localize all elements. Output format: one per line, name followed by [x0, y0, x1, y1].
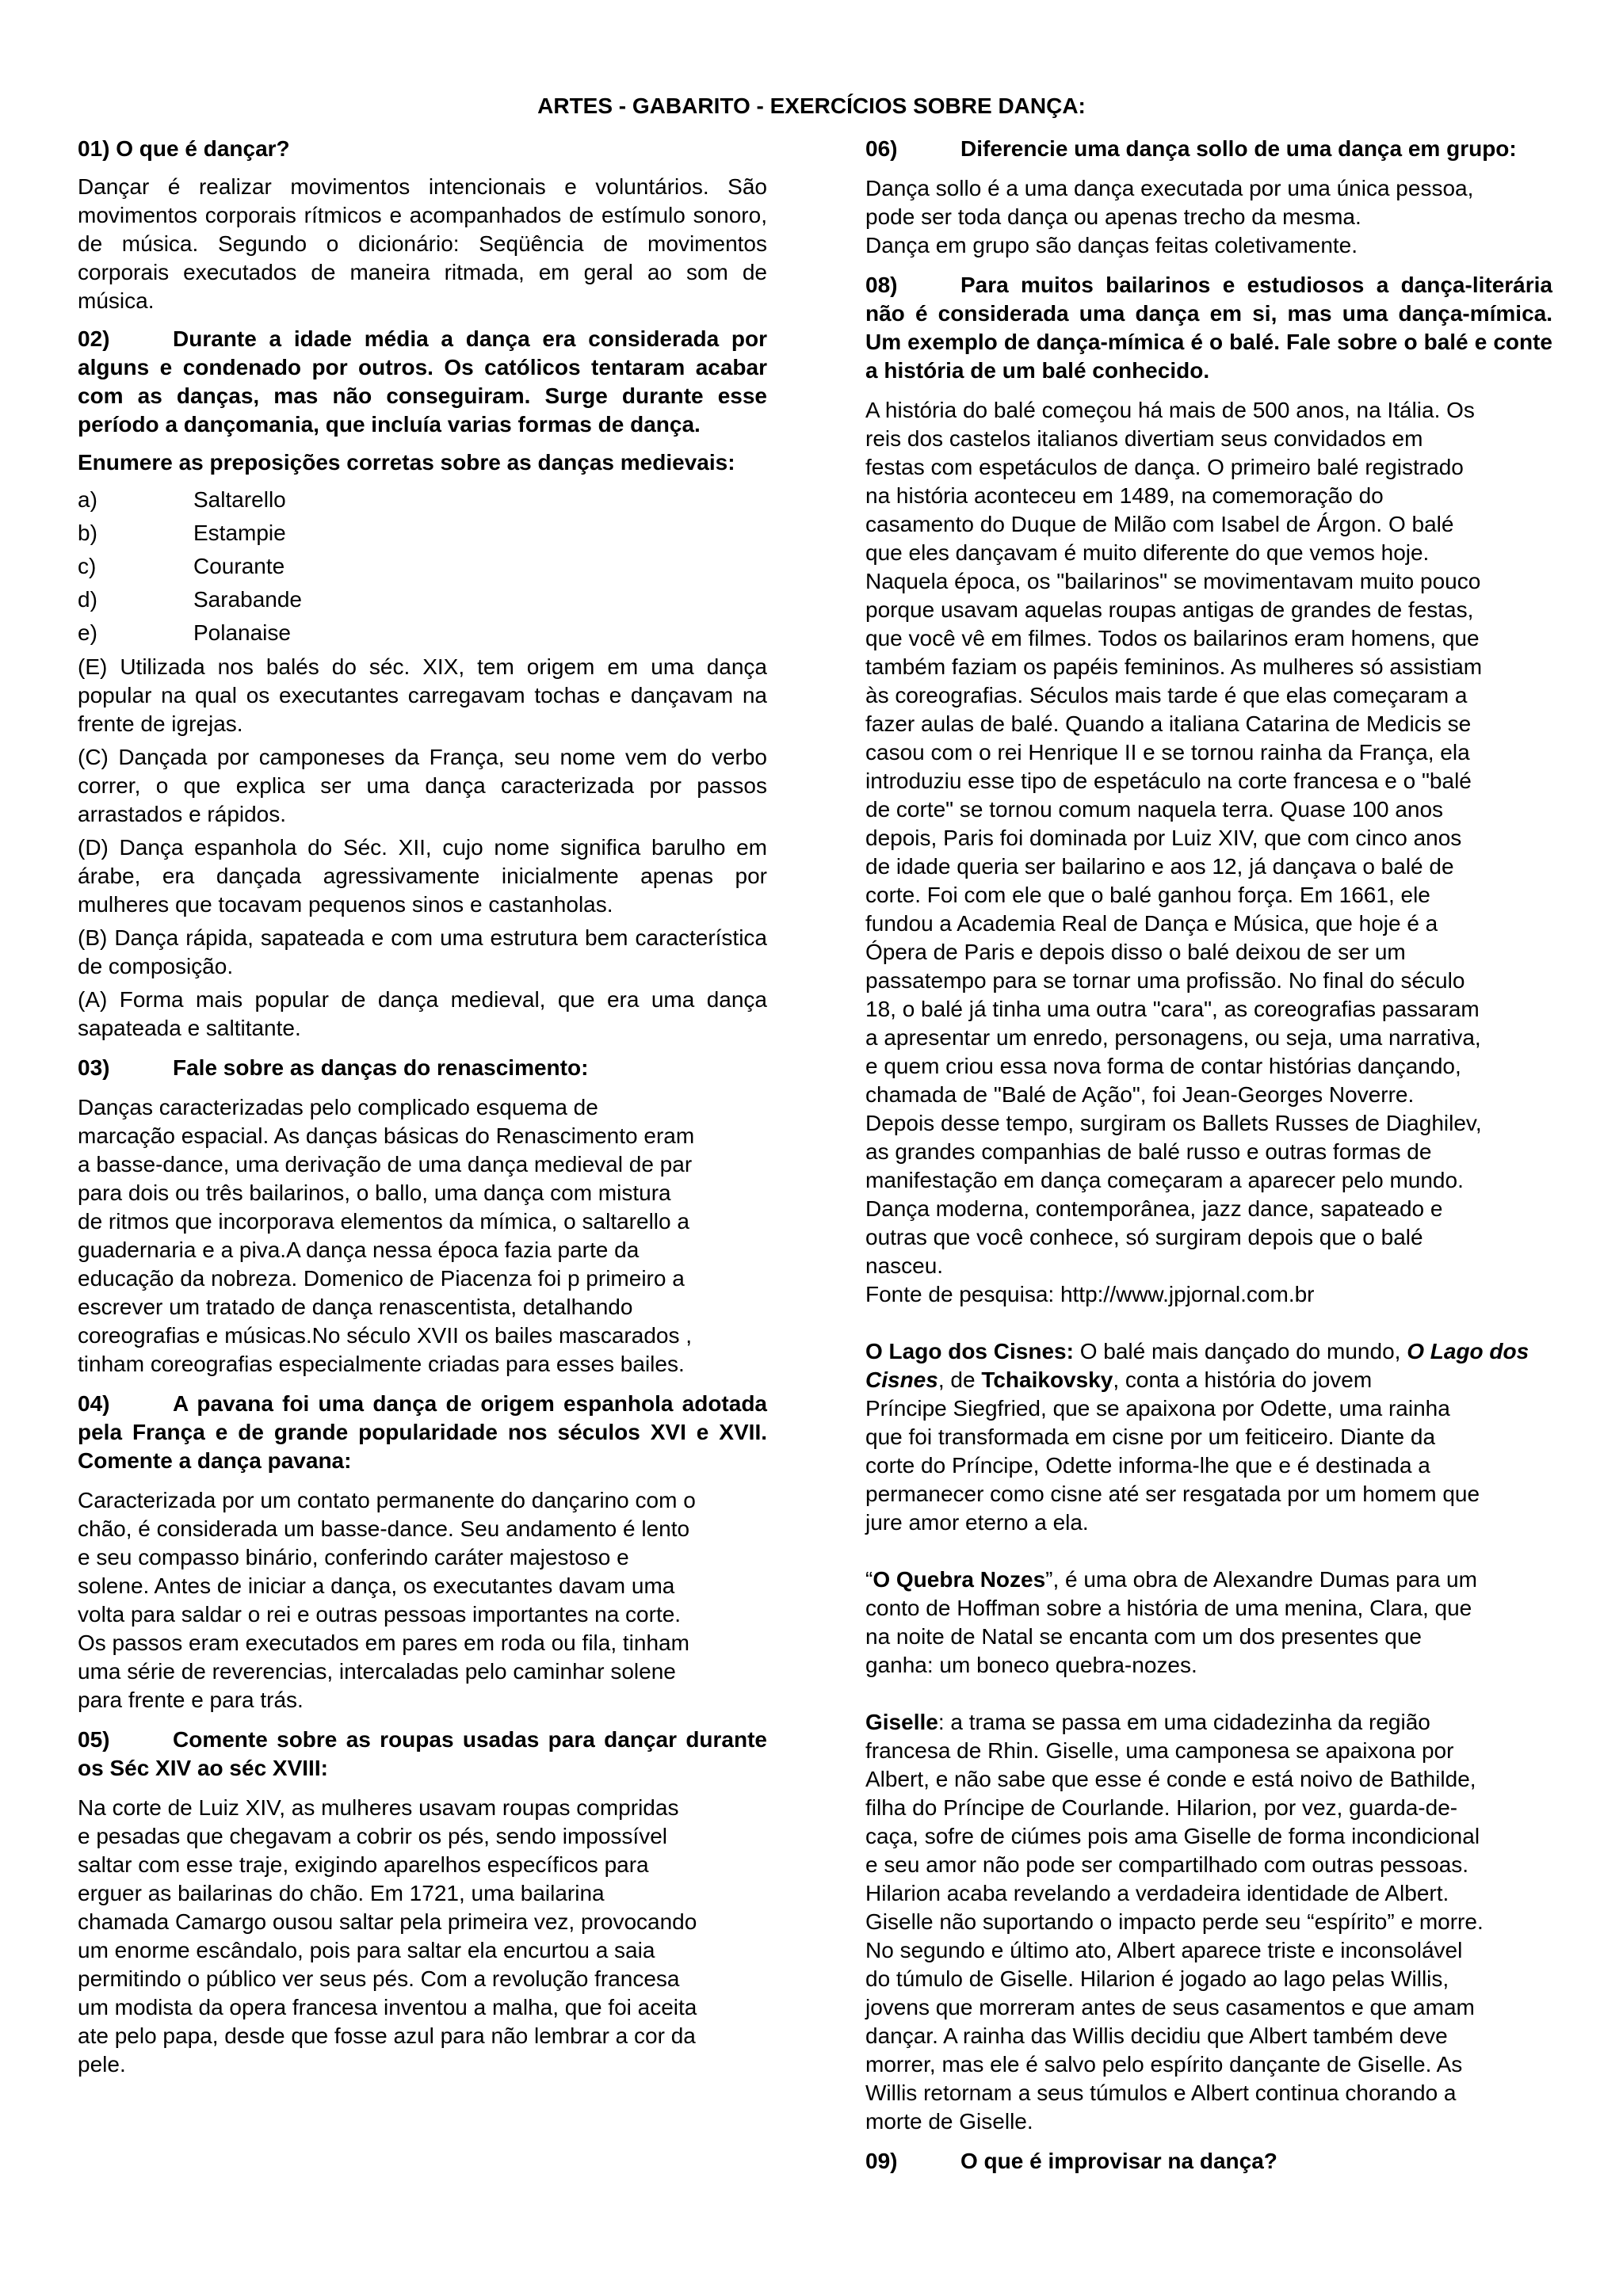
ballet-giselle [865, 1708, 1552, 2136]
answer-02-a: (A) Forma mais popular de dança medieval, que era uma dança sapateada e saltitante. [78, 987, 767, 1040]
question-04 [78, 1390, 767, 1475]
option-b [78, 517, 767, 550]
option-e [78, 616, 767, 650]
question-04-number: 04) [78, 1391, 110, 1416]
question-02-number: 02) [78, 326, 110, 351]
ballet-quebra-text: ”, é uma obra de Alexandre Dumas para um conto de Hoffman sobre a história de uma menina, Clara, que na noite de Natal se encanta com um dos presentes que ganha: um boneco quebra-nozes. [865, 1567, 1477, 1677]
answer-03: Danças caracterizadas pelo complicado esquema de marcação espacial. As danças básicas do Renascimento eram a basse-dance, uma derivação de uma dança medieval de par para dois ou três bailarinos, o ballo, uma dança com mistura de ritmos que incorporava elementos da mímica, o saltarello a guadernaria e a piva.A dança nessa época fazia parte da educação da nobreza. Domenico de Piacenza foi p primeiro a escrever um tratado de dança renascentista, detalhando coreografias e músicas.No século XVII os bailes mascarados , tinham coreografias especialmente criadas para esses bailes. [78, 1095, 695, 1376]
answer-01: Dançar é realizar movimentos intencionais e voluntários. São movimentos corporais rítmicos e acompanhados de estímulo sonoro, de música. Segundo o dicionário: Seqüência de movimentos corporais executados de maneira ritmada, em geral ao som de música. [78, 174, 767, 313]
option-key: a) [78, 487, 97, 512]
answer-06: Dança sollo é a uma dança executada por uma única pessoa, pode ser toda dança ou apenas trecho da mesma. Dança em grupo são danças feitas coletivamente. [865, 176, 1474, 257]
left-column [78, 135, 767, 2079]
options-list [78, 483, 767, 650]
answer-05: Na corte de Luiz XIV, as mulheres usavam roupas compridas e pesadas que chegavam a cobrir os pés, sendo impossível saltar com esse traje, exigindo aparelhos específicos para erguer as bailarinas do chão. Em 1721, uma bailarina chamada Camargo ousou saltar pela primeira vez, provocando um enorme escândalo, pois para saltar ela encurtou a saia permitindo o público ver seus pés. Com a revolução francesa um modista da opera francesa inventou a malha, que foi aceita ate pelo papa, desde que fosse azul para não lembrar a cor da pele. [78, 1795, 697, 2077]
ballet-giselle-label: Giselle [865, 1710, 938, 1734]
answer-08: A história do balé começou há mais de 500 anos, na Itália. Os reis dos castelos italianos divertiam seus convidados em festas com espetáculos de dança. O primeiro balé registrado na história aconteceu em 1489, na comemoração do casamento do Duque de Milão com Isabel de Árgon. O balé que eles dançavam é muito diferente do que vemos hoje. Naquela época, os "bailarinos" se movimentavam muito pouco porque usavam aquelas roupas antigas de grandes de festas, que você vê em filmes. Todos os bailarinos eram homens, que também faziam os papéis femininos. As mulheres só assistiam às coreografias. Séculos mais tarde é que elas começaram a fazer aulas de balé. Quando a italiana Catarina de Medicis se casou com o rei Henrique II e se tornou rainha da França, ela introduziu esse tipo de espetáculo na corte francesa e o "balé de corte" se tornou comum naquela terra. Quase 100 anos depois, Paris foi dominada por Luiz XIV, que com cinco anos de idade queria ser bailarino e aos 12, já dançava o balé de corte. Foi com ele que o balé ganhou força. Em 1661, ele fundou a Academia Real de Dança e Música, que hoje é a Ópera de Paris e depois disso o balé deixou de ser um passatempo para se tornar uma profissão. No final do século 18, o balé já tinha uma outra "cara", as coreografias passaram a apresentar um enredo, personagens, ou seja, uma narrativa, e quem criou essa nova forma de contar histórias dançando, chamada de "Balé de Ação", foi Jean-Georges Noverre. Depois desse tempo, surgiram os Ballets Russes de Diaghilev, as grandes companhias de balé russo e outras formas de manifestação em dança começaram a aparecer pelo mundo. Dança moderna, contemporânea, jazz dance, sapateado e outras que você conhece, só surgiram depois que o balé nasceu. [865, 398, 1483, 1278]
spacer [865, 1537, 1552, 1566]
page-title: ARTES - GABARITO - EXERCÍCIOS SOBRE DANÇA: [537, 93, 1086, 118]
ballet-quebra-label: O Quebra Nozes [873, 1567, 1046, 1592]
ballet-lago-label: O Lago dos Cisnes: [865, 1339, 1074, 1363]
ballet-lago-title: O Lago dos Cisnes [865, 1339, 1529, 1392]
option-a [78, 483, 767, 517]
question-05-text: Comente sobre as roupas usadas para dançar durante os Séc XIV ao séc XVIII: [78, 1727, 767, 1780]
question-09-text: O que é improvisar na dança? [960, 2149, 1277, 2173]
right-column [865, 135, 1552, 2176]
quote-open: “ [865, 1567, 873, 1592]
question-06 [865, 135, 1552, 163]
option-d [78, 583, 767, 616]
question-08-text: Para muitos bailarinos e estudiosos a dança-literária não é considerada uma dança em si, mas uma dança-mímica. Um exemplo de dança-mímica é o balé. Fale sobre o balé e conte a história de um balé conhecido. [865, 273, 1552, 383]
answer-04: Caracterizada por um contato permanente do dançarino com o chão, é considerada um basse-dance. Seu andamento é lento e seu compasso binário, conferindo caráter majestoso e solene. Antes de iniciar a dança, os executantes davam uma volta para saldar o rei e outras pessoas importantes na corte. Os passos eram executados em pares em roda ou fila, tinham uma série de reverencias, intercaladas pelo caminhar solene para frente e para trás. [78, 1488, 696, 1712]
question-06-text: Diferencie uma dança sollo de uma dança em grupo: [960, 136, 1517, 161]
question-02 [78, 325, 767, 439]
ballet-lago-text-1: O balé mais dançado do mundo, [1073, 1339, 1407, 1363]
question-09 [865, 2147, 1552, 2176]
question-01: 01) O que é dançar? [78, 136, 290, 161]
spacer [865, 1680, 1552, 1708]
ballet-lago-dos-cisnes [865, 1337, 1552, 1537]
option-label: Estampie [193, 521, 286, 545]
spacer [865, 1309, 1552, 1337]
question-03-text: Fale sobre as danças do renascimento: [173, 1055, 589, 1080]
question-02-text: Durante a idade média a dança era considerada por alguns e condenado por outros. Os católicos tentaram acabar com as danças, mas não conseguiram. Surge durante esse período a dançomania, que incluía varias formas de dança. [78, 326, 767, 437]
question-08-number: 08) [865, 273, 898, 297]
question-02-instruction: Enumere as preposições corretas sobre as danças medievais: [78, 450, 735, 475]
option-label: Sarabande [193, 587, 303, 612]
question-08 [865, 271, 1552, 385]
answer-02-c: (C) Dançada por camponeses da França, seu nome vem do verbo correr, o que explica ser uma dança caracterizada por passos arrastados e rápidos. [78, 745, 767, 826]
question-05 [78, 1726, 767, 1783]
ballet-giselle-text: : a trama se passa em uma cidadezinha da região francesa de Rhin. Giselle, uma camponesa se apaixona por Albert, e não sabe que esse é conde e está noivo de Bathilde, filha do Príncipe de Courlande. Hilarion, por vez, guarda-de- caça, sofre de ciúmes pois ama Giselle de forma incondicional e seu amor não pode ser compartilhado com outras pessoas. Hilarion acaba revelando a verdadeira identidade de Albert. Giselle não suportando o impacto perde seu “espírito” e morre. No segundo e último ato, Albert aparece triste e inconsolável do túmulo de Giselle. Hilarion é jogado ao lago pelas Willis, jovens que morreram antes de seus casamentos e que amam dançar. A rainha das Willis decidiu que Albert também deve morrer, mas ele é salvo pelo espírito dançante de Giselle. As Willis retornam a seus túmulos e Albert continua chorando a morte de Giselle. [865, 1710, 1484, 2134]
answer-02-b: (B) Dança rápida, sapateada e com uma estrutura bem característica de composição. [78, 925, 767, 978]
option-key: e) [78, 620, 97, 645]
option-label: Courante [193, 554, 285, 578]
answer-02-e: (E) Utilizada nos balés do séc. XIX, tem origem em uma dança popular na qual os executantes carregavam tochas e dançavam na frente de igrejas. [78, 654, 767, 736]
question-03-number: 03) [78, 1055, 110, 1080]
question-06-number: 06) [865, 136, 898, 161]
question-05-number: 05) [78, 1727, 110, 1752]
question-03 [78, 1054, 767, 1082]
answer-02-d: (D) Dança espanhola do Séc. XII, cujo nome significa barulho em árabe, era dançada agressivamente inicialmente apenas por mulheres que tocavam pequenos sinos e castanholas. [78, 835, 767, 917]
question-04-text: A pavana foi uma dança de origem espanhola adotada pela França e de grande popularidade nos séculos XVI e XVII. Comente a dança pavana: [78, 1391, 767, 1473]
question-09-number: 09) [865, 2149, 898, 2173]
ballet-lago-text-2: , de [938, 1367, 982, 1392]
option-key: c) [78, 554, 97, 578]
option-key: d) [78, 587, 97, 612]
option-label: Polanaise [193, 620, 291, 645]
option-key: b) [78, 521, 97, 545]
source-line: Fonte de pesquisa: http://www.jpjornal.com.br [865, 1282, 1315, 1306]
option-label: Saltarello [193, 487, 286, 512]
ballet-lago-composer: Tchaikovsky [981, 1367, 1113, 1392]
ballet-quebra-nozes [865, 1566, 1552, 1680]
ballet-lago-text-3: , conta a história do jovem Príncipe Siegfried, que se apaixona por Odette, uma rainha que foi transformada em cisne por um feiticeiro. Diante da corte do Príncipe, Odette informa-lhe que e é destinada a permanecer como cisne até ser resgatada por um homem que jure amor eterno a ela. [865, 1367, 1480, 1535]
option-c [78, 550, 767, 583]
